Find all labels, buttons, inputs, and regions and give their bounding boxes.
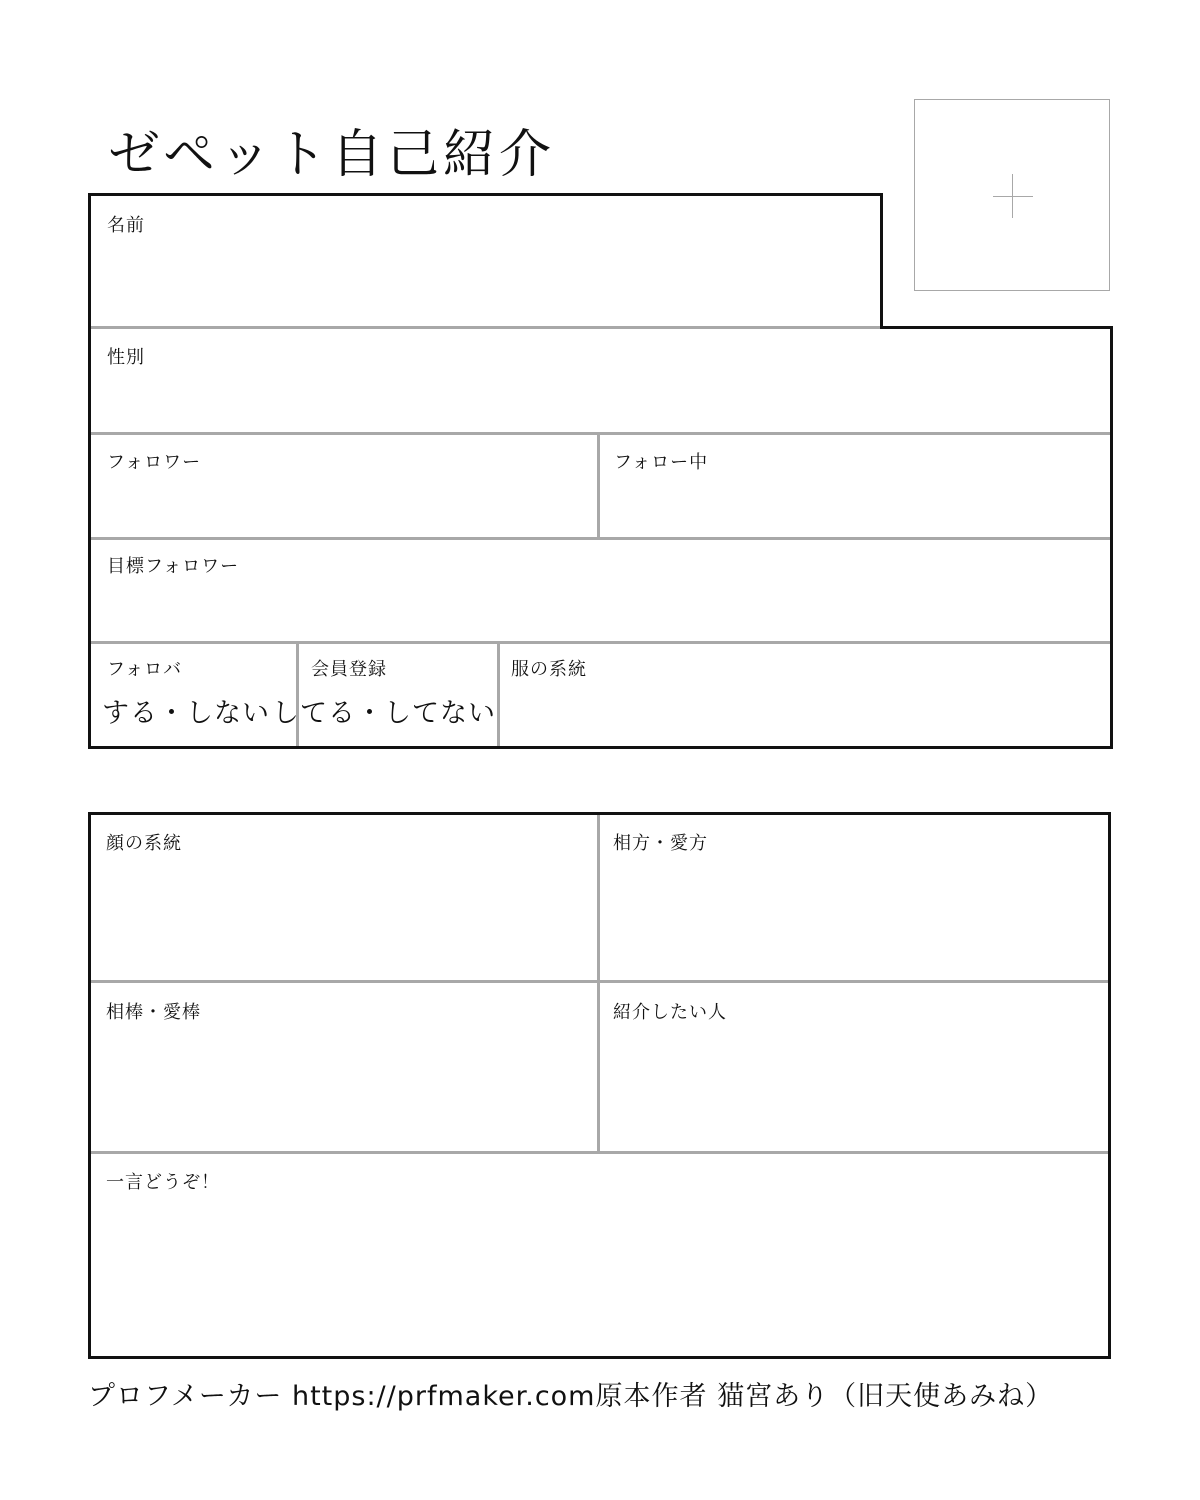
followers-field[interactable] <box>91 435 597 537</box>
membership-options[interactable]: してる・してない <box>272 698 496 729</box>
face-style-label: 顔の系統 <box>106 833 182 854</box>
follow-back-options[interactable]: する・しない <box>102 698 270 729</box>
gender-field[interactable] <box>91 329 1110 432</box>
goal-followers-label: 目標フォロワー <box>107 556 240 577</box>
message-label: 一言どうぞ！ <box>106 1172 220 1193</box>
clothing-style-label: 服の系統 <box>511 659 587 680</box>
partner-field[interactable] <box>600 815 1108 980</box>
message-field[interactable] <box>91 1154 1108 1356</box>
form-border-right <box>1110 326 1113 749</box>
form-border-step <box>880 193 883 329</box>
introduce-field[interactable] <box>600 983 1108 1151</box>
buddy-field[interactable] <box>91 983 597 1151</box>
plus-icon[interactable] <box>993 174 1033 218</box>
goal-followers-field[interactable] <box>91 540 1110 641</box>
partner-label: 相方・愛方 <box>613 833 708 854</box>
buddy-label: 相棒・愛棒 <box>106 1002 201 1023</box>
introduce-label: 紹介したい人 <box>613 1002 727 1023</box>
membership-label: 会員登録 <box>311 659 387 680</box>
clothing-style-field[interactable] <box>500 644 1110 746</box>
page-title: ゼペット自己紹介 <box>108 125 555 185</box>
follow-back-label: フォロバ <box>107 659 183 680</box>
gender-label: 性別 <box>107 347 145 368</box>
following-label: フォロー中 <box>614 452 709 473</box>
followers-label: フォロワー <box>107 452 202 473</box>
footer-credit: プロフメーカー https://prfmaker.com原本作者 猫宮あり（旧天使あみね） <box>88 1381 1054 1412</box>
name-field[interactable] <box>91 196 880 326</box>
name-label: 名前 <box>107 215 145 236</box>
following-field[interactable] <box>600 435 1110 537</box>
face-style-field[interactable] <box>91 815 597 980</box>
photo-upload-box[interactable] <box>914 99 1110 291</box>
form-border-bottom <box>88 746 1113 749</box>
